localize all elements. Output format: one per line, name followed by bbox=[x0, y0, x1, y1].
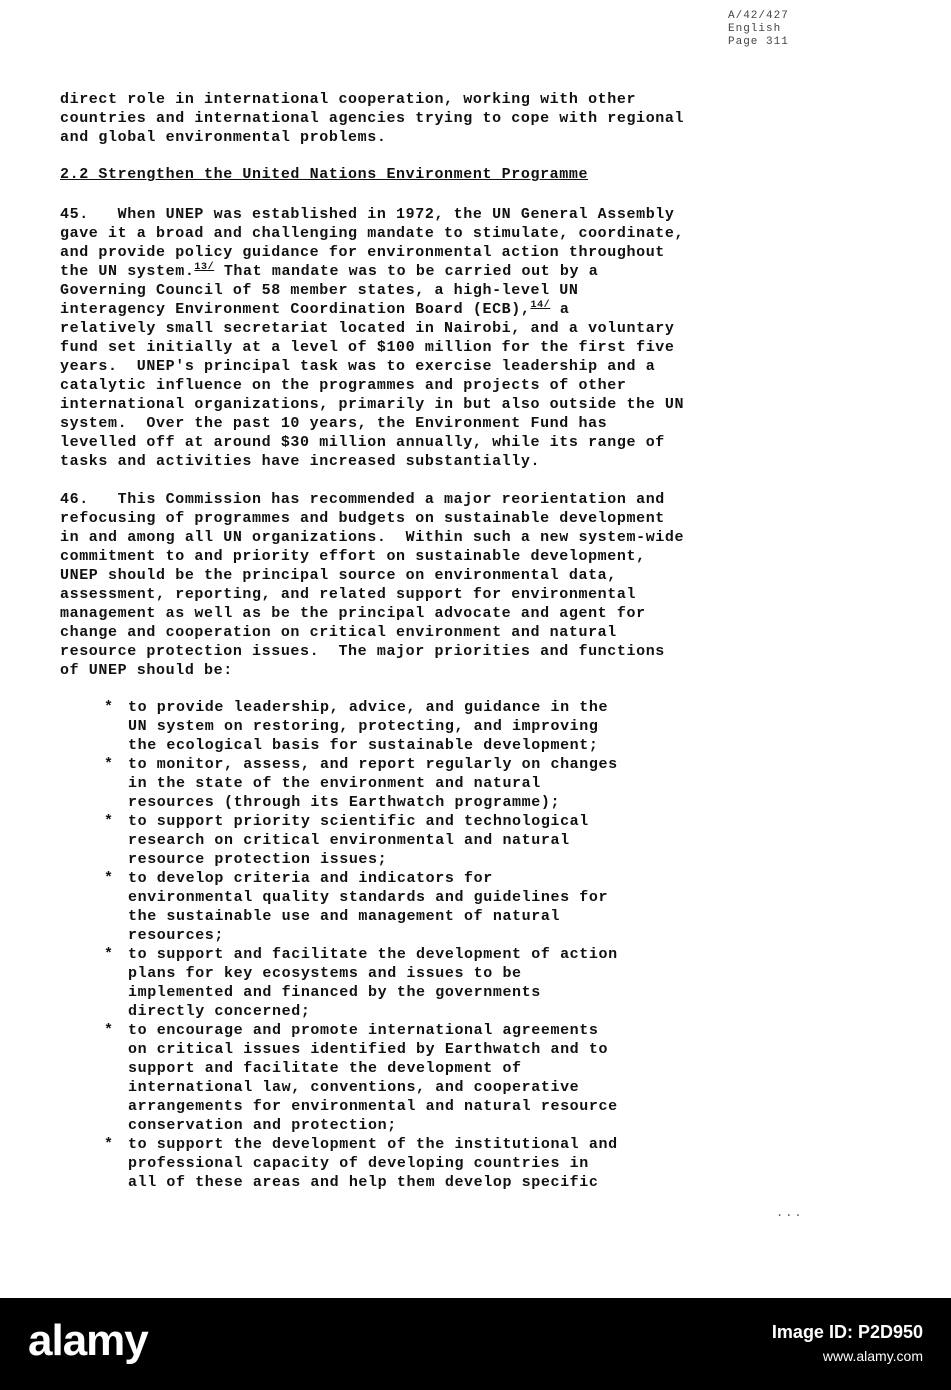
para45-line bbox=[60, 262, 820, 281]
para45-text: the UN system. bbox=[60, 263, 195, 280]
priorities-list bbox=[104, 698, 764, 1192]
para46-line: management as well as be the principal advocate and agent for bbox=[60, 605, 646, 622]
list-item-line: resource protection issues; bbox=[128, 851, 388, 868]
para45-line: gave it a broad and challenging mandate to stimulate, coordinate, bbox=[60, 225, 685, 242]
para45-line: 45. When UNEP was established in 1972, the UN General Assembly bbox=[60, 206, 675, 223]
list-item-line: to support priority scientific and technological bbox=[128, 813, 589, 830]
para45-line: levelled off at around $30 million annually, while its range of bbox=[60, 434, 665, 451]
paragraph-46 bbox=[60, 490, 820, 680]
para45-line: and provide policy guidance for environmental action throughout bbox=[60, 244, 665, 261]
list-item-line: all of these areas and help them develop specific bbox=[128, 1174, 599, 1191]
list-item bbox=[104, 1021, 764, 1135]
bullet-marker: * bbox=[104, 1136, 114, 1153]
list-item bbox=[104, 869, 764, 945]
para45-line bbox=[60, 300, 820, 319]
alamy-logo[interactable]: alamy bbox=[28, 1316, 148, 1365]
para46-line: UNEP should be the principal source on environmental data, bbox=[60, 567, 617, 584]
stock-watermark-bar bbox=[0, 1298, 951, 1390]
list-item-line: on critical issues identified by Earthwatch and to bbox=[128, 1041, 609, 1058]
continuation-marker: ... bbox=[776, 1206, 804, 1220]
para45-text: interagency Environment Coordination Board (ECB), bbox=[60, 301, 531, 318]
para45-line: fund set initially at a level of $100 million for the first five bbox=[60, 339, 675, 356]
document-header bbox=[728, 10, 789, 49]
list-item-line: research on critical environmental and natural bbox=[128, 832, 570, 849]
list-item-line: to encourage and promote international agreements bbox=[128, 1022, 599, 1039]
para46-line: assessment, reporting, and related support for environmental bbox=[60, 586, 637, 603]
bullet-marker: * bbox=[104, 756, 114, 773]
footnote-ref-14[interactable]: 14/ bbox=[530, 300, 551, 311]
list-item-line: in the state of the environment and natural bbox=[128, 775, 541, 792]
list-item bbox=[104, 698, 764, 755]
list-item-line: to support and facilitate the development of action bbox=[128, 946, 618, 963]
document-language: English bbox=[728, 23, 782, 35]
list-item-line: resources; bbox=[128, 927, 225, 944]
list-item-line: international law, conventions, and cooperative bbox=[128, 1079, 580, 1096]
image-id: Image ID: P2D950 bbox=[771, 1322, 923, 1342]
para45-line: system. Over the past 10 years, the Environment Fund has bbox=[60, 415, 608, 432]
list-item-line: arrangements for environmental and natural resource bbox=[128, 1098, 618, 1115]
list-item bbox=[104, 812, 764, 869]
bullet-marker: * bbox=[104, 870, 114, 887]
list-item-line: support and facilitate the development of bbox=[128, 1060, 522, 1077]
list-item-line: resources (through its Earthwatch programme); bbox=[128, 794, 561, 811]
para45-text: That mandate was to be carried out by a bbox=[214, 263, 599, 280]
para46-line: 46. This Commission has recommended a major reorientation and bbox=[60, 491, 665, 508]
para46-line: resource protection issues. The major priorities and functions bbox=[60, 643, 665, 660]
para46-line: of UNEP should be: bbox=[60, 662, 233, 679]
para46-line: in and among all UN organizations. Within such a new system-wide bbox=[60, 529, 685, 546]
list-item-line: UN system on restoring, protecting, and improving bbox=[128, 718, 599, 735]
list-item-line: implemented and financed by the governments bbox=[128, 984, 541, 1001]
para45-line: international organizations, primarily in but also outside the UN bbox=[60, 396, 685, 413]
image-meta bbox=[772, 1320, 923, 1368]
bullet-marker: * bbox=[104, 946, 114, 963]
list-item-line: the ecological basis for sustainable development; bbox=[128, 737, 599, 754]
list-item-line: the sustainable use and management of natural bbox=[128, 908, 561, 925]
list-item-line: conservation and protection; bbox=[128, 1117, 397, 1134]
para45-line: Governing Council of 58 member states, a high-level UN bbox=[60, 282, 579, 299]
para46-line: change and cooperation on critical environment and natural bbox=[60, 624, 617, 641]
para46-line: commitment to and priority effort on sustainable development, bbox=[60, 548, 646, 565]
intro-line: direct role in international cooperation, working with other bbox=[60, 91, 637, 108]
para45-line: relatively small secretariat located in Nairobi, and a voluntary bbox=[60, 320, 675, 337]
para45-line: catalytic influence on the programmes and projects of other bbox=[60, 377, 627, 394]
section-heading: 2.2 Strengthen the United Nations Environment Programme bbox=[60, 166, 589, 183]
list-item-line: directly concerned; bbox=[128, 1003, 311, 1020]
site-link[interactable]: www.alamy.com bbox=[822, 1348, 923, 1364]
list-item bbox=[104, 945, 764, 1021]
footnote-ref-13[interactable]: 13/ bbox=[194, 262, 215, 273]
paragraph-45 bbox=[60, 205, 820, 471]
list-item-line: plans for key ecosystems and issues to be bbox=[128, 965, 522, 982]
document-symbol: A/42/427 bbox=[728, 10, 789, 22]
para45-line: years. UNEP's principal task was to exercise leadership and a bbox=[60, 358, 656, 375]
list-item-line: to provide leadership, advice, and guidance in the bbox=[128, 699, 609, 716]
list-item bbox=[104, 1135, 764, 1192]
bullet-marker: * bbox=[104, 699, 114, 716]
page-number: Page 311 bbox=[728, 36, 789, 48]
list-item-line: professional capacity of developing countries in bbox=[128, 1155, 589, 1172]
list-item-line: to support the development of the institutional and bbox=[128, 1136, 618, 1153]
bullet-marker: * bbox=[104, 1022, 114, 1039]
para45-line: tasks and activities have increased substantially. bbox=[60, 453, 541, 470]
para45-text: a bbox=[550, 301, 570, 318]
intro-paragraph bbox=[60, 90, 820, 147]
para46-line: refocusing of programmes and budgets on sustainable development bbox=[60, 510, 665, 527]
intro-line: and global environmental problems. bbox=[60, 129, 387, 146]
bullet-marker: * bbox=[104, 813, 114, 830]
intro-line: countries and international agencies trying to cope with regional bbox=[60, 110, 685, 127]
list-item-line: to develop criteria and indicators for bbox=[128, 870, 493, 887]
list-item-line: to monitor, assess, and report regularly on changes bbox=[128, 756, 618, 773]
list-item bbox=[104, 755, 764, 812]
list-item-line: environmental quality standards and guidelines for bbox=[128, 889, 609, 906]
